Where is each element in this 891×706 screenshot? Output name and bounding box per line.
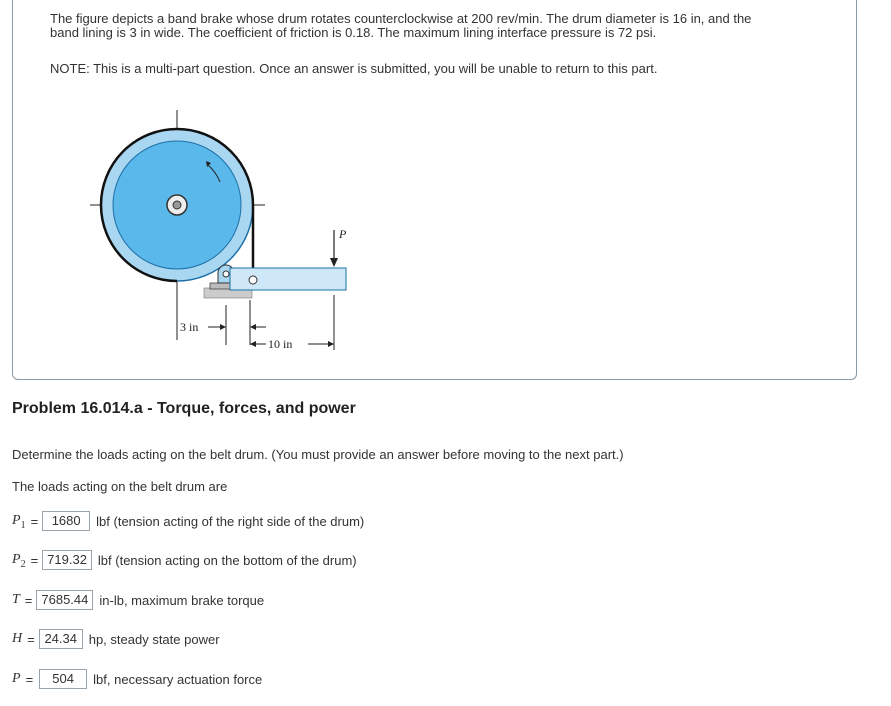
answer-field-p1[interactable]: 1680 [42,511,90,531]
dim-10in-arrowhead-right [328,341,334,347]
answer-desc: lbf, necessary actuation force [93,671,263,687]
dim-3in-arrowhead [220,324,226,330]
load-p-arrowhead [330,258,338,267]
intro-line-1: The figure depicts a band brake whose drum rotates counterclockwise at 200 rev/min. The drum diameter is 16 in, and the [50,11,752,26]
dim-10in-arrowhead-left [250,341,256,347]
answer-row-p1 [12,511,364,531]
answer-field-t[interactable]: 7685.44 [36,590,93,610]
var-label: T [12,592,20,607]
equals-sign: = [30,552,39,568]
answer-desc: in-lb, maximum brake torque [99,592,265,608]
band-brake-figure [80,110,370,360]
answer-row-p [12,669,262,689]
answer-field-h[interactable]: 24.34 [39,629,83,649]
answer-desc: lbf (tension acting on the bottom of the drum) [97,552,357,568]
drum-axle [173,201,181,209]
pivot-pin [223,271,229,277]
var-label: $P_2$ [12,552,26,570]
equals-sign: = [30,513,39,529]
instruction-text: Determine the loads acting on the belt drum. (You must provide an answer before moving to the next part.) [12,447,624,462]
answer-row-p2 [12,550,357,570]
lead-text: The loads acting on the belt drum are [12,479,228,494]
label-3in: 3 in [180,320,199,334]
intro-text [50,12,830,40]
intro-line-2: band lining is 3 in wide. The coefficient of friction is 0.18. The maximum lining interface pressure is 72 psi. [50,25,657,40]
var-label: P [12,671,21,686]
var-label: $P_1$ [12,513,26,531]
dim-3in-arrowhead-right [250,324,256,330]
answer-field-p2[interactable]: 719.32 [42,550,92,570]
answer-field-p[interactable]: 504 [39,669,87,689]
label-p: P [339,227,347,241]
var-label: H [12,631,23,646]
equals-sign: = [27,631,35,647]
note-text: NOTE: This is a multi-part question. Once an answer is submitted, you will be unable to return to this part. [50,61,658,76]
band-attach-pin [249,276,257,284]
answer-row-h [12,629,220,649]
equals-sign: = [25,671,34,687]
equals-sign: = [24,592,33,608]
answer-row-t [12,590,264,610]
answer-desc: hp, steady state power [88,631,220,647]
answer-desc: lbf (tension acting of the right side of the drum) [96,513,365,529]
problem-title: Problem 16.014.a - Torque, forces, and power [12,400,356,417]
label-10in: 10 in [268,337,293,351]
brake-lever [230,268,346,290]
